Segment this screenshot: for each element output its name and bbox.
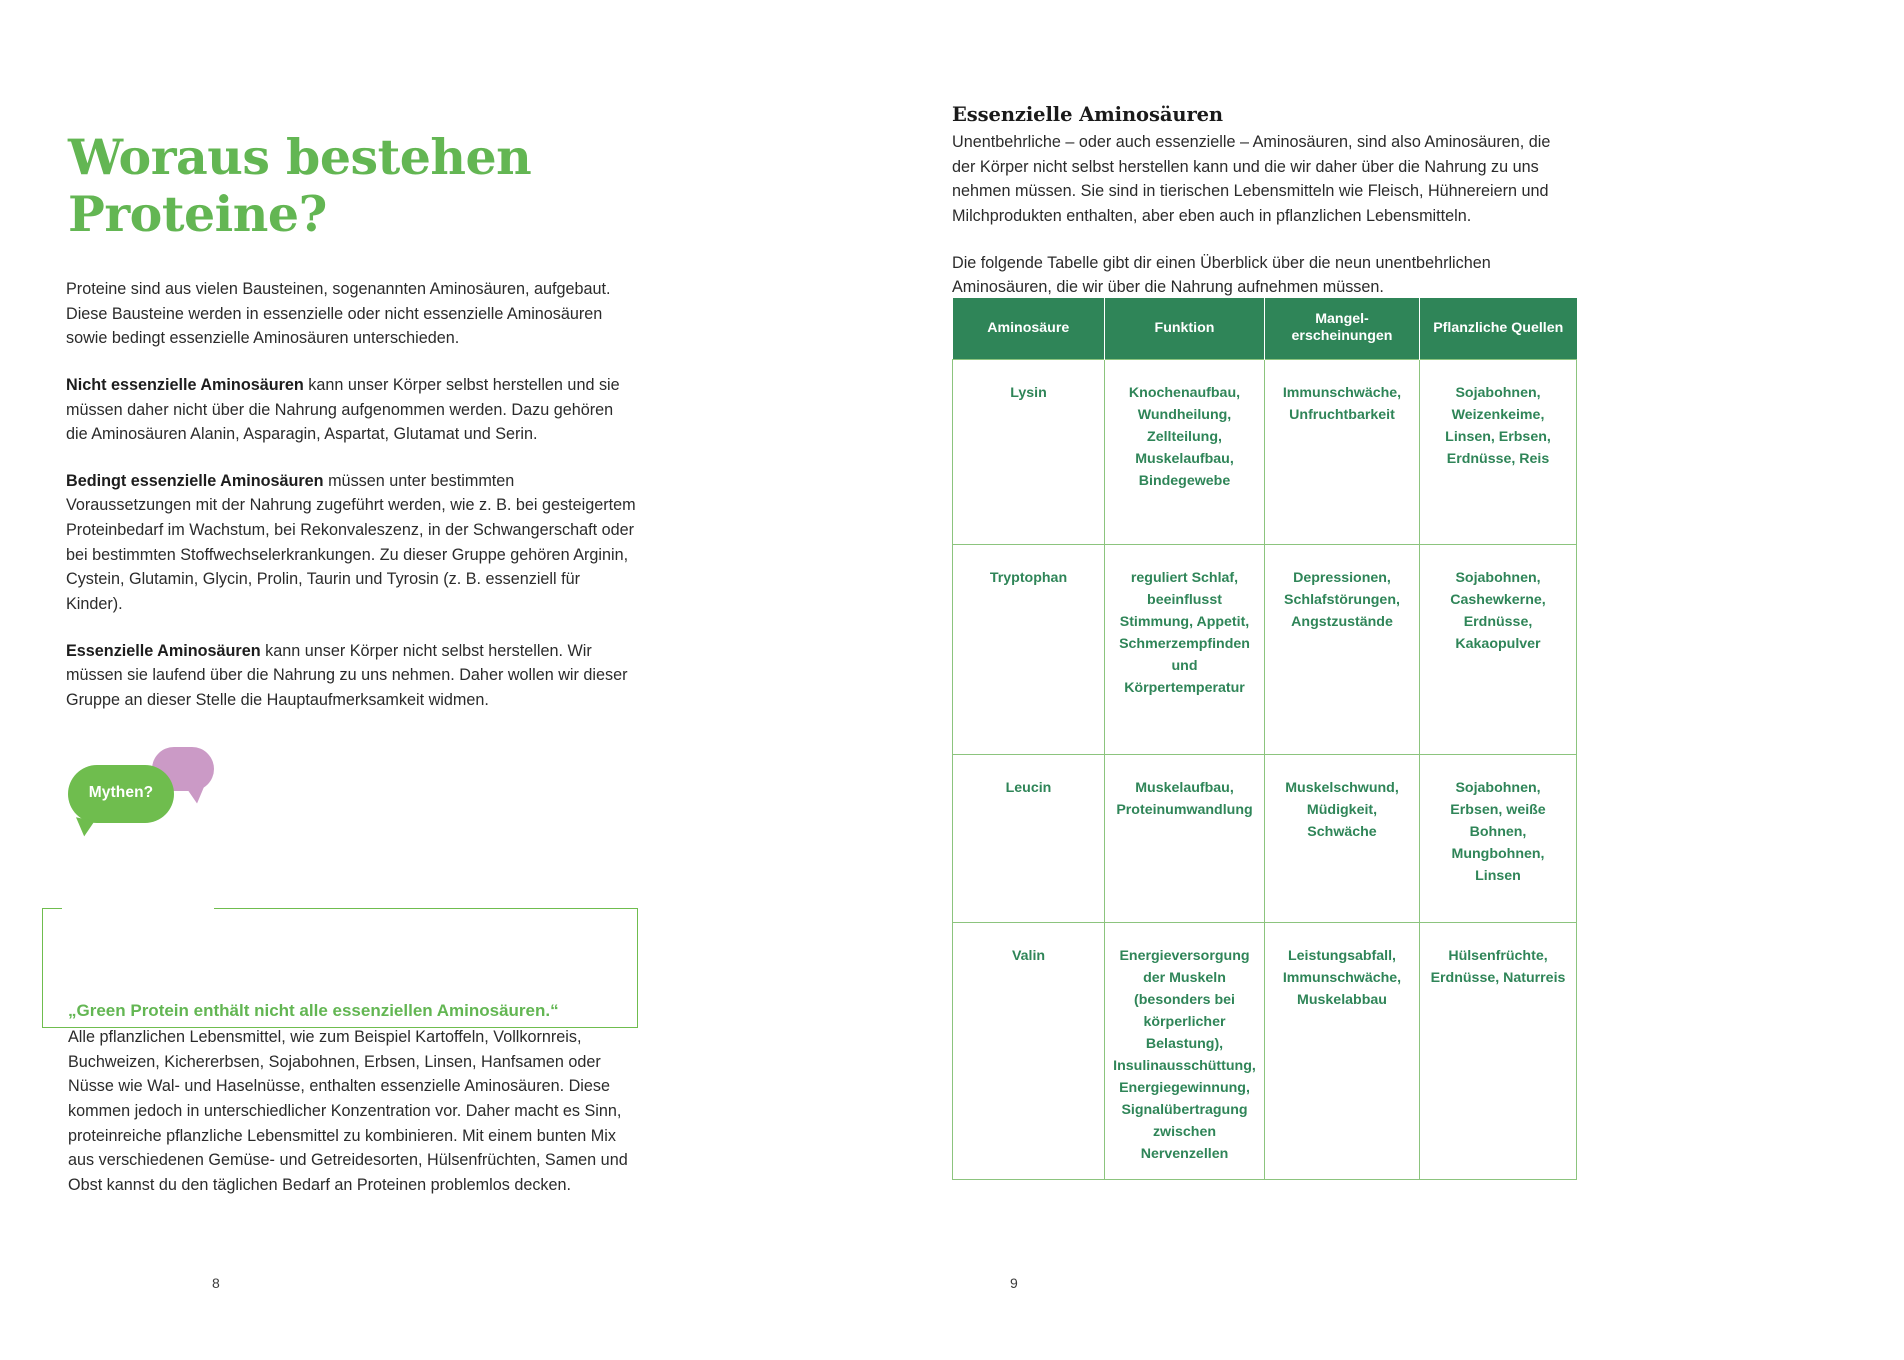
table-header-mangel-line-1: Mangel- (1315, 311, 1369, 327)
table-header-funktion: Funktion (1105, 298, 1265, 359)
cell-funktion: Knochenaufbau, Wundheilung, Zellteilung, Muskelaufbau, Bindegewebe (1105, 359, 1265, 544)
paragraph-intro-text: Proteine sind aus vielen Bausteinen, sogenannten Aminosäuren, aufgebaut. Diese Bausteine werden in essenzielle oder nicht essenzielle Aminosäuren sowie bedingt essenzielle Aminosäuren unterschieden. (66, 280, 611, 348)
cell-mangel: Leistungsabfall, Immunschwäche, Muskelabbau (1265, 922, 1420, 1179)
table-row (953, 544, 1577, 754)
table-header-row (953, 298, 1577, 359)
paragraph-essenzielle-aminosaeuren: Unentbehrliche – oder auch essenzielle – Aminosäuren, sind also Aminosäuren, die der Körper nicht selbst herstellen kann und die wir daher über die Nahrung zu uns nehmen müssen. Sie sind in tierischen Lebensmitteln wie Fleisch, Hühnereiern und Milchprodukten enthalten, aber eben auch in pflanzlichen Lebensmitteln. (952, 133, 1551, 225)
myth-bubble-label: Mythen? (88, 784, 154, 801)
cell-quellen: Sojabohnen, Erbsen, weiße Bohnen, Mungbohnen, Linsen (1420, 754, 1577, 922)
cell-funktion: Muskelaufbau, Proteinumwandlung (1105, 754, 1265, 922)
paragraph-nicht-essenziell-lead: Nicht essenzielle Aminosäuren (66, 375, 304, 394)
right-page (952, 0, 1904, 1360)
page-title (68, 129, 708, 244)
paragraph-nicht-essenziell-text: kann unser Körper selbst herstellen und sie müssen daher nicht über die Nahrung aufgenommen werden. Dazu gehören die Aminosäuren Alanin, Asparagin, Aspartat, Glutamat und Serin. (66, 375, 620, 444)
paragraph-bedingt-essenziell-lead: Bedingt essenzielle Aminosäuren (66, 471, 324, 490)
paragraph-nicht-essenziell (66, 373, 636, 447)
cell-quellen: Sojabohnen, Weizenkeime, Linsen, Erbsen, Erdnüsse, Reis (1420, 359, 1577, 544)
cell-aminosaeure: Tryptophan (953, 544, 1105, 754)
table-row (953, 922, 1577, 1179)
myth-box-border-gap (62, 900, 214, 918)
table-header-pflanzliche-quellen: Pflanzliche Quellen (1420, 298, 1577, 359)
cell-quellen: Hülsenfrüchte, Erdnüsse, Naturreis (1420, 922, 1577, 1179)
cell-aminosaeure: Valin (953, 922, 1105, 1179)
page-title-line-2: Proteine? (68, 185, 327, 244)
paragraph-bedingt-essenziell (66, 469, 636, 617)
cell-aminosaeure: Leucin (953, 754, 1105, 922)
table-header-aminosaeure: Aminosäure (953, 298, 1105, 359)
left-body-text (66, 277, 636, 734)
paragraph-tabellen-einleitung: Die folgende Tabelle gibt dir einen Überblick über die neun unentbehrlichen Aminosäuren, die wir über die Nahrung aufnehmen müssen. (952, 253, 1491, 297)
cell-mangel: Depressionen, Schlafstörungen, Angstzustände (1265, 544, 1420, 754)
paragraph-intro (66, 277, 636, 351)
paragraph-essenziell-text: kann unser Körper nicht selbst herstellen. Wir müssen sie laufend über die Nahrung zu uns nehmen. Daher wollen wir dieser Gruppe an dieser Stelle die Hauptaufmerksamkeit widmen. (66, 641, 628, 709)
table-row (953, 754, 1577, 922)
paragraph-essenziell-lead: Essenzielle Aminosäuren (66, 641, 261, 660)
cell-mangel: Muskelschwund, Müdigkeit, Schwäche (1265, 754, 1420, 922)
paragraph-bedingt-essenziell-text: müssen unter bestimmten Voraussetzungen mit der Nahrung zugeführt werden, wie z. B. bei gesteigertem Proteinbedarf im Wachstum, bei Rekonvaleszenz, in der Schwangerschaft oder bei bestimmten Stoffwechselerkrankungen. Zu dieser Gruppe gehören Arginin, Cystein, Glutamin, Glycin, Prolin, Taurin und Tyrosin (z. B. essenziell für Kinder). (66, 471, 636, 613)
right-body-text (952, 130, 1552, 322)
section-heading: Essenzielle Aminosäuren (952, 103, 1224, 126)
cell-funktion: Energieversorgung der Muskeln (besonders bei körperlicher Belastung), Insulinausschüttung, Energiegewinnung, Signalübertragung zwischen Nervenzellen (1105, 922, 1265, 1179)
myth-body-text: Alle pflanzlichen Lebensmittel, wie zum Beispiel Kartoffeln, Vollkornreis, Buchweizen, Kichererbsen, Sojabohnen, Erbsen, Linsen, Hanfsamen oder Nüsse wie Wal- und Haselnüsse, enthalten essenzielle Aminosäuren. Diese kommen jedoch in unterschiedlicher Konzentration vor. Daher macht es Sinn, proteinreiche pflanzliche Lebensmittel zu kombinieren. Mit einem bunten Mix aus verschiedenen Gemüse- und Getreidesorten, Hülsenfrüchten, Samen und Obst kannst du den täglichen Bedarf an Proteinen problemlos decken. (68, 1028, 628, 1194)
table-row (953, 359, 1577, 544)
page-title-line-1: Woraus bestehen (68, 127, 532, 186)
myth-title: „Green Protein enthält nicht alle essenziellen Aminosäuren.“ (68, 1001, 559, 1020)
table-header-mangel-line-2: erscheinungen (1291, 328, 1393, 345)
speech-bubble-green-icon (68, 765, 174, 823)
page-number-left: 8 (212, 1275, 220, 1291)
paragraph-essenziell (66, 639, 636, 713)
amino-acids-table (952, 298, 1577, 1180)
myth-speech-bubbles (60, 745, 230, 855)
cell-mangel: Immunschwäche, Unfruchtbarkeit (1265, 359, 1420, 544)
myth-callout-content (68, 1000, 628, 1197)
table-header-mangelerscheinungen (1265, 298, 1420, 359)
cell-aminosaeure: Lysin (953, 359, 1105, 544)
page-number-right: 9 (1010, 1275, 1018, 1291)
cell-funktion: reguliert Schlaf, beeinflusst Stimmung, Appetit, Schmerzempfinden und Körpertemperatur (1105, 544, 1265, 754)
cell-quellen: Sojabohnen, Cashewkerne, Erdnüsse, Kakaopulver (1420, 544, 1577, 754)
